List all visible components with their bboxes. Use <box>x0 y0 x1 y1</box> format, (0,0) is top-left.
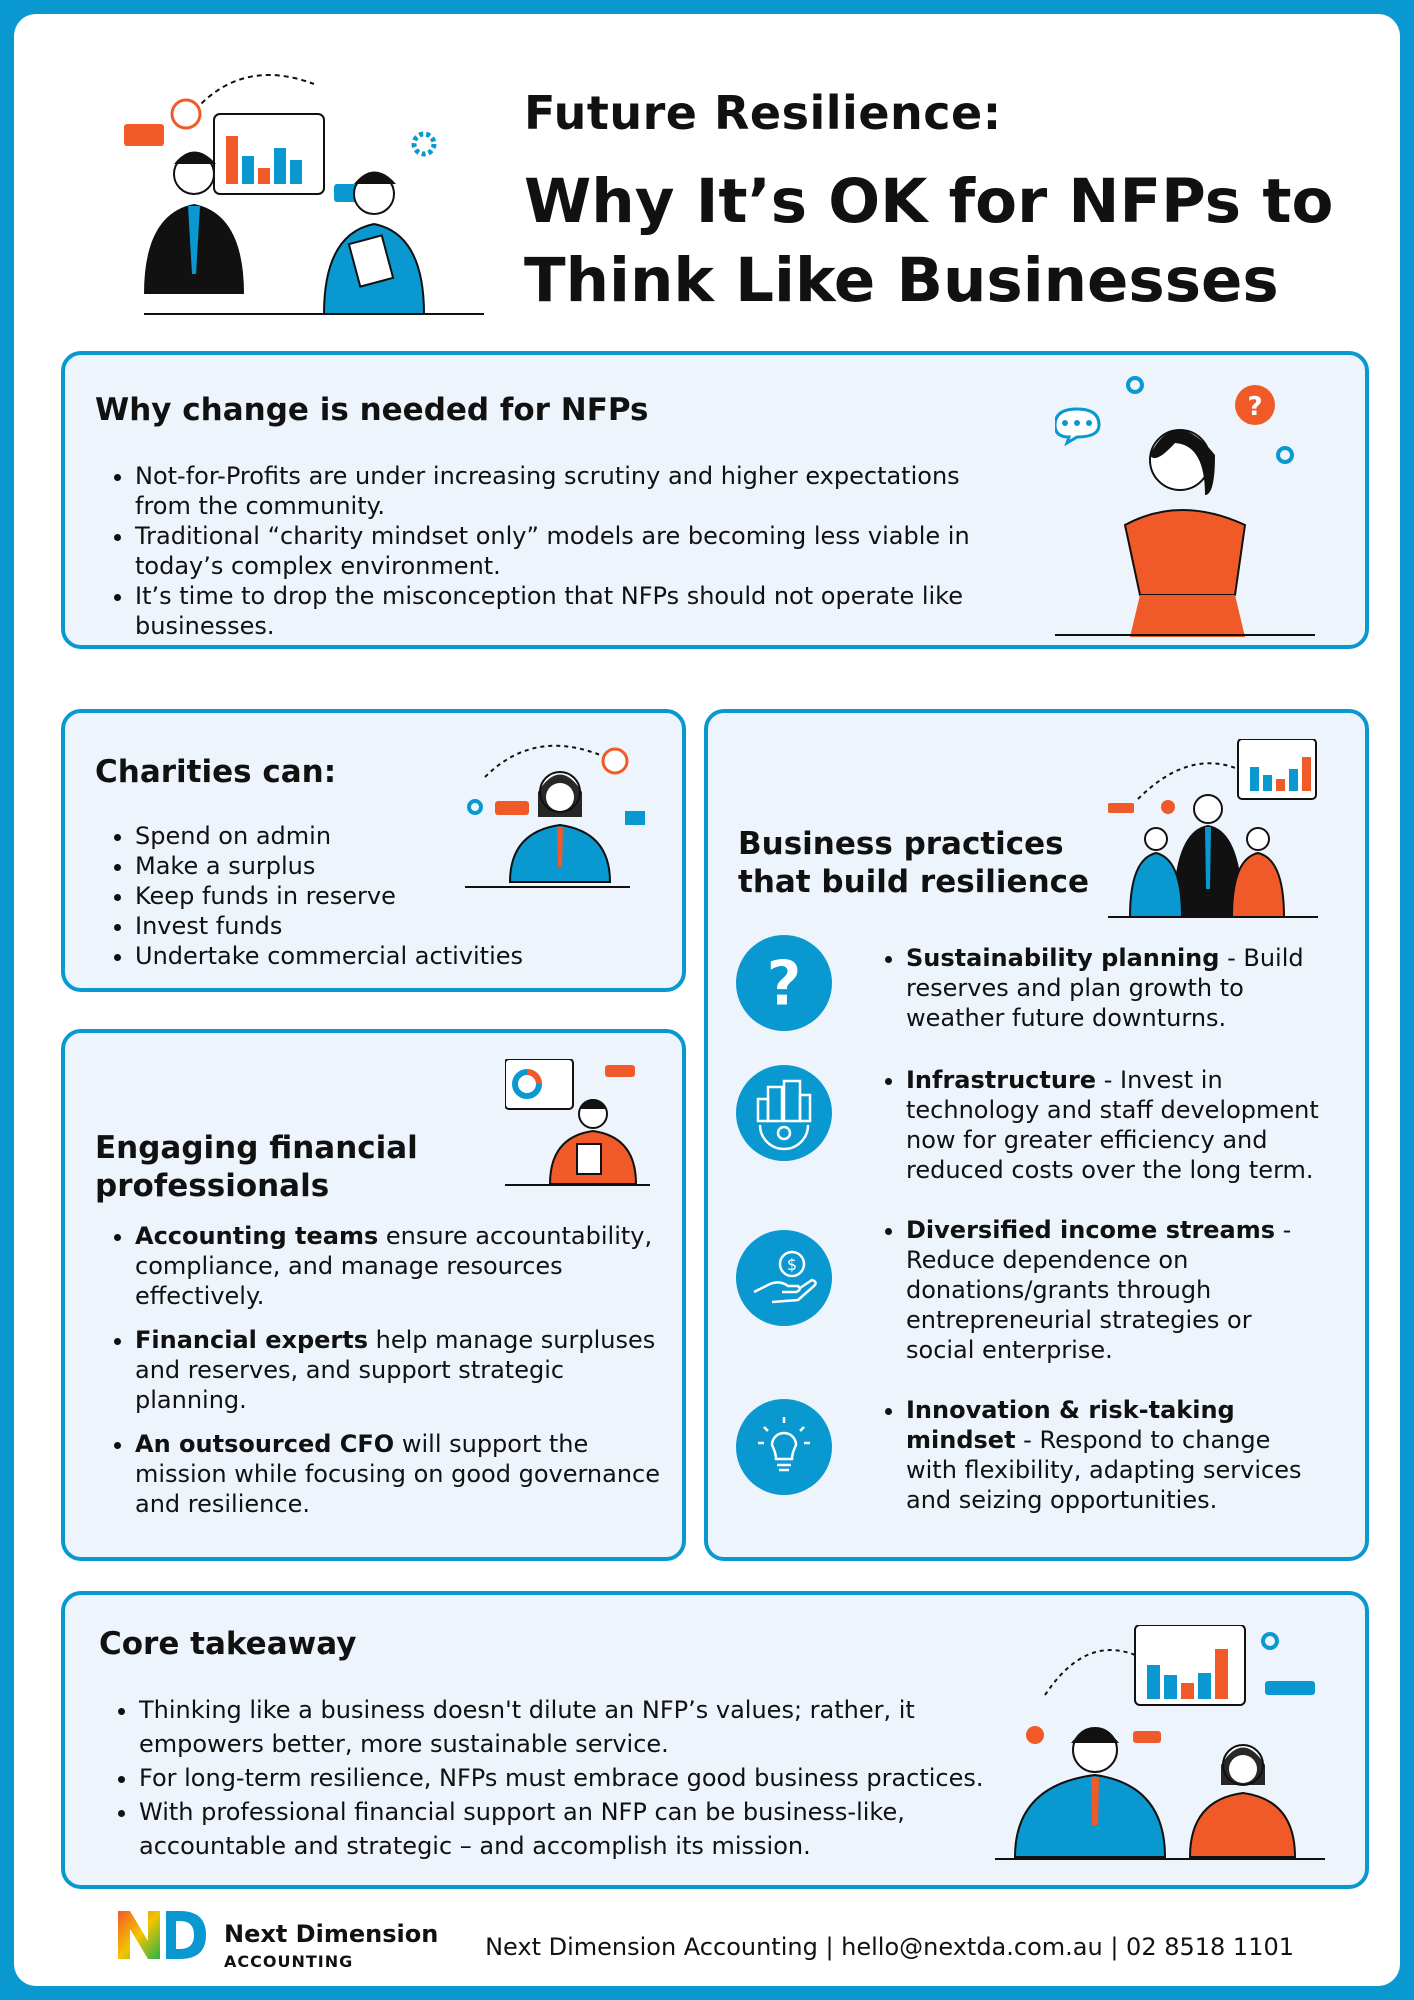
engaging-list <box>95 1221 675 1533</box>
thinking-woman-illustration <box>1055 375 1335 637</box>
business-list <box>766 943 1326 1517</box>
why-change-heading: Why change is needed for NFPs <box>95 392 649 428</box>
charities-card <box>61 709 686 992</box>
svg-text:?: ? <box>1247 392 1263 422</box>
engaging-heading: Engaging financial professionals <box>95 1130 418 1204</box>
infographic-page <box>14 14 1400 1986</box>
business-meeting-illustration <box>124 64 504 324</box>
list-item: • Undertake commercial activities <box>135 941 675 971</box>
list-item: • Keep funds in reserve <box>135 881 675 911</box>
takeaway-card <box>61 1591 1369 1889</box>
charities-heading: Charities can: <box>95 754 337 790</box>
hand-dollar-icon <box>736 1230 832 1326</box>
confident-woman-illustration <box>465 737 655 907</box>
list-item: • Innovation & risk-taking mindset - Respond to change with flexibility, adapting services and seizing opportunities. <box>906 1395 1326 1515</box>
list-item: • For long-term resilience, NFPs must embrace good business practices. <box>139 1761 1019 1795</box>
company-logo <box>114 1907 210 1963</box>
lightbulb-icon <box>736 1399 832 1495</box>
business-item-income <box>786 1215 1326 1395</box>
financial-professional-illustration <box>505 1059 650 1189</box>
buildings-gear-icon <box>736 1065 832 1161</box>
logo-name: Next Dimension <box>224 1920 439 1948</box>
footer-contact: Next Dimension Accounting | hello@nextda.com.au | 02 8518 1101 <box>485 1933 1294 1961</box>
list-item: • Infrastructure - Invest in technology and staff development now for greater efficiency and reduced costs over the long term. <box>906 1065 1326 1185</box>
engaging-card <box>61 1029 686 1561</box>
business-item-innovation <box>866 1395 1326 1517</box>
list-item: • Diversified income streams - Reduce dependence on donations/grants through entrepreneurial strategies or social enterprise. <box>906 1215 1326 1365</box>
business-item-infrastructure <box>866 1065 1326 1215</box>
why-change-list <box>95 461 985 641</box>
logo-subtitle: ACCOUNTING <box>224 1952 354 1971</box>
list-item: • Traditional “charity mindset only” models are becoming less viable in today’s complex environment. <box>135 521 985 581</box>
why-change-card <box>61 351 1369 649</box>
page-title: Why It’s OK for NFPs to Think Like Businesses <box>524 166 1334 316</box>
list-item: • Sustainability planning - Build reserves and plan growth to weather future downturns. <box>906 943 1326 1033</box>
list-item: • Accounting teams ensure accountability, compliance, and manage resources effectively. <box>135 1221 675 1311</box>
business-item-sustainability <box>766 943 1326 1065</box>
list-item: • Invest funds <box>135 911 675 941</box>
page-supertitle: Future Resilience: <box>524 86 1002 140</box>
business-card <box>704 709 1369 1561</box>
list-item: • Make a surplus <box>135 851 675 881</box>
list-item: • With professional financial support an NFP can be business-like, accountable and strategic – and accomplish its mission. <box>139 1795 1019 1863</box>
list-item: • An outsourced CFO will support the mission while focusing on good governance and resilience. <box>135 1429 675 1519</box>
svg-text:$: $ <box>786 1255 798 1274</box>
takeaway-list <box>99 1693 1019 1863</box>
team-presentation-illustration <box>1108 739 1318 919</box>
question-mark-icon <box>736 935 832 1031</box>
takeaway-heading: Core takeaway <box>99 1626 357 1662</box>
list-item: • Not-for-Profits are under increasing scrutiny and higher expectations from the community. <box>135 461 985 521</box>
list-item: • Financial experts help manage surpluses and reserves, and support strategic planning. <box>135 1325 675 1415</box>
discussion-illustration <box>995 1625 1335 1865</box>
business-heading: Business practices that build resilience <box>738 826 1090 900</box>
list-item: • Spend on admin <box>135 821 675 851</box>
list-item: • Thinking like a business doesn't dilute an NFP’s values; rather, it empowers better, more sustainable service. <box>139 1693 1019 1761</box>
svg-text:?: ? <box>766 947 802 1020</box>
list-item: • It’s time to drop the misconception that NFPs should not operate like businesses. <box>135 581 985 641</box>
